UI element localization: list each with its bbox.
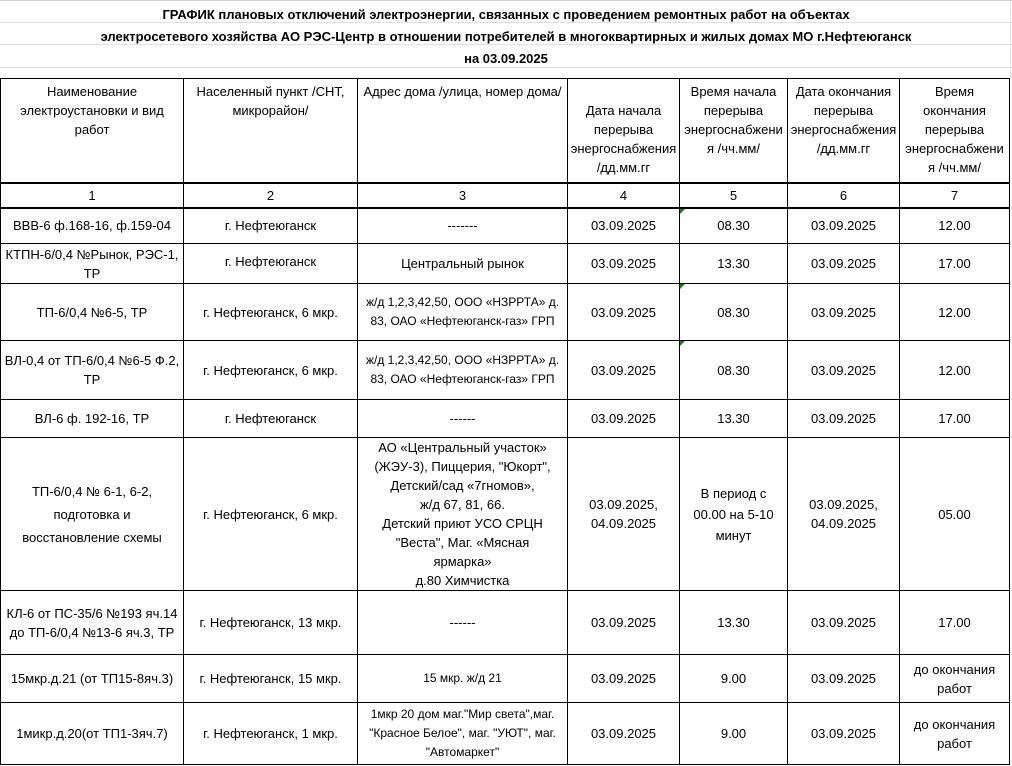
- address-line: ярмарка»: [433, 554, 492, 569]
- cell-end-time[interactable]: 12.00: [900, 284, 1010, 341]
- document-title-line-1: ГРАФИК плановых отключений электроэнергии, связанных с проведением ремонтных работ на объектах: [162, 7, 850, 22]
- cell-end-time[interactable]: до окончания работ: [900, 655, 1010, 703]
- table-row: [1, 438, 1010, 591]
- cell-start-date[interactable]: 03.09.2025: [568, 284, 680, 341]
- cell-start-date[interactable]: 03.09.2025: [568, 244, 680, 284]
- sheet-gridline: [0, 67, 1012, 68]
- address-line: Детский приют УСО СРЦН: [382, 516, 543, 531]
- cell-end-date[interactable]: 03.09.2025: [788, 591, 900, 655]
- cell-locality[interactable]: г. Нефтеюганск, 13 мкр.: [184, 591, 358, 655]
- header-locality[interactable]: Населенный пункт /СНТ, микрорайон/: [184, 79, 358, 183]
- table-row: [1, 591, 1010, 655]
- cell-installation[interactable]: ВЛ-6 ф. 192-16, ТР: [1, 400, 184, 438]
- cell-address[interactable]: -------: [358, 208, 568, 244]
- cell-start-date[interactable]: 03.09.2025: [568, 591, 680, 655]
- cell-start-time[interactable]: 9.00: [680, 703, 788, 765]
- cell-locality[interactable]: г. Нефтеюганск, 6 мкр.: [184, 438, 358, 591]
- cell-end-date[interactable]: 03.09.2025: [788, 400, 900, 438]
- header-end-date[interactable]: Дата окончания перерыва энергоснабжения /дд.мм.гг: [788, 79, 900, 183]
- outage-schedule-table: [0, 78, 1010, 765]
- table-row: [1, 284, 1010, 341]
- column-number[interactable]: 6: [788, 183, 900, 208]
- column-number[interactable]: 1: [1, 183, 184, 208]
- cell-start-date[interactable]: 03.09.2025: [568, 655, 680, 703]
- cell-start-time[interactable]: 13.30: [680, 400, 788, 438]
- address-line: ж/д 67, 81, 66.: [420, 497, 505, 512]
- address-line: Детский/сад «7гномов»,: [390, 478, 535, 493]
- cell-locality[interactable]: г. Нефтеюганск, 1 мкр.: [184, 703, 358, 765]
- cell-start-date[interactable]: 03.09.2025: [568, 703, 680, 765]
- cell-start-time[interactable]: В период с 00.00 на 5-10 минут: [680, 438, 788, 591]
- cell-locality[interactable]: г. Нефтеюганск: [184, 244, 358, 284]
- table-row: [1, 400, 1010, 438]
- address-line: д.80 Химчистка: [415, 573, 510, 588]
- cell-installation[interactable]: ВВВ-6 ф.168-16, ф.159-04: [1, 208, 184, 244]
- cell-end-date[interactable]: 03.09.2025: [788, 703, 900, 765]
- cell-address[interactable]: ж/д 1,2,3,42,50, ООО «НЗРРТА» д. 83, ОАО «Нефтеюганск-газ» ГРП: [358, 284, 568, 341]
- table-row: [1, 703, 1010, 765]
- column-number[interactable]: 7: [900, 183, 1010, 208]
- comment-marker-icon: [680, 209, 685, 214]
- cell-installation[interactable]: ВЛ-0,4 от ТП-6/0,4 №6-5 Ф.2, ТР: [1, 341, 184, 400]
- cell-address[interactable]: 15 мкр. ж/д 21: [358, 655, 568, 703]
- cell-start-date[interactable]: 03.09.2025: [568, 208, 680, 244]
- column-number[interactable]: 3: [358, 183, 568, 208]
- column-number[interactable]: 4: [568, 183, 680, 208]
- cell-locality[interactable]: г. Нефтеюганск, 6 мкр.: [184, 284, 358, 341]
- cell-end-date[interactable]: 03.09.2025: [788, 208, 900, 244]
- cell-start-time-text: 08.30: [717, 218, 750, 234]
- cell-locality[interactable]: г. Нефтеюганск, 6 мкр.: [184, 341, 358, 400]
- cell-locality[interactable]: г. Нефтеюганск, 15 мкр.: [184, 655, 358, 703]
- cell-start-time-text: 08.30: [717, 362, 750, 378]
- header-start-time[interactable]: Время начала перерыва энергоснабжения /чч.мм/: [680, 79, 788, 183]
- cell-end-date[interactable]: 03.09.2025, 04.09.2025: [788, 438, 900, 591]
- cell-start-time[interactable]: [680, 341, 788, 400]
- cell-address[interactable]: [358, 438, 568, 591]
- cell-locality[interactable]: г. Нефтеюганск: [184, 400, 358, 438]
- cell-start-time[interactable]: 13.30: [680, 591, 788, 655]
- table-row: [1, 655, 1010, 703]
- address-line: (ЖЭУ-3), Пиццерия, "Юкорт",: [374, 459, 551, 474]
- cell-end-time[interactable]: 12.00: [900, 341, 1010, 400]
- column-number[interactable]: 5: [680, 183, 788, 208]
- cell-start-time[interactable]: [680, 284, 788, 341]
- cell-address[interactable]: ж/д 1,2,3,42,50, ООО «НЗРРТА» д. 83, ОАО «Нефтеюганск-газ» ГРП: [358, 341, 568, 400]
- cell-end-time[interactable]: 05.00: [900, 438, 1010, 591]
- header-installation[interactable]: Наименование электроустановки и вид работ: [1, 79, 184, 183]
- table-row: [1, 208, 1010, 244]
- title-block: [0, 0, 1012, 70]
- cell-end-time[interactable]: 17.00: [900, 244, 1010, 284]
- cell-installation[interactable]: КТПН-6/0,4 №Рынок, РЭС-1, ТР: [1, 244, 184, 284]
- cell-start-date[interactable]: 03.09.2025, 04.09.2025: [568, 438, 680, 591]
- cell-address[interactable]: Центральный рынок: [358, 244, 568, 284]
- cell-installation[interactable]: ТП-6/0,4 № 6-1, 6-2, подготовка и восстановление схемы: [1, 438, 184, 591]
- table-row: [1, 244, 1010, 284]
- cell-end-date[interactable]: 03.09.2025: [788, 341, 900, 400]
- cell-installation[interactable]: 1микр.д.20(от ТП1-3яч.7): [1, 703, 184, 765]
- document-title-line-2: электросетевого хозяйства АО РЭС-Центр в отношении потребителей в многоквартирных и жилых домах МО г.Нефтеюганск: [100, 29, 912, 44]
- cell-installation[interactable]: ТП-6/0,4 №6-5, ТР: [1, 284, 184, 341]
- cell-end-time[interactable]: 17.00: [900, 400, 1010, 438]
- cell-address[interactable]: ------: [358, 400, 568, 438]
- cell-start-time[interactable]: 9.00: [680, 655, 788, 703]
- cell-installation[interactable]: КЛ-6 от ПС-35/6 №193 яч.14 до ТП-6/0,4 №13-6 яч.3, ТР: [1, 591, 184, 655]
- cell-address[interactable]: 1мкр 20 дом маг."Мир света",маг. "Красное Белое", маг. "УЮТ", маг. "Автомаркет": [358, 703, 568, 765]
- table-header-row: [1, 79, 1010, 183]
- cell-locality[interactable]: г. Нефтеюганск: [184, 208, 358, 244]
- header-start-date[interactable]: [568, 79, 680, 183]
- cell-end-date[interactable]: 03.09.2025: [788, 284, 900, 341]
- cell-start-date[interactable]: 03.09.2025: [568, 341, 680, 400]
- header-address[interactable]: Адрес дома /улица, номер дома/: [358, 79, 568, 183]
- column-number[interactable]: 2: [184, 183, 358, 208]
- cell-end-time[interactable]: 17.00: [900, 591, 1010, 655]
- column-number-row: [1, 183, 1010, 208]
- cell-end-time[interactable]: 12.00: [900, 208, 1010, 244]
- document-date: на 03.09.2025: [464, 51, 548, 66]
- address-line: АО «Центральный участок»: [378, 440, 547, 455]
- address-line: "Веста", Маг. «Мясная: [395, 535, 530, 550]
- cell-start-date[interactable]: 03.09.2025: [568, 400, 680, 438]
- header-start-date-text: Дата начала перерыва энергоснабжения /дд.мм.гг: [570, 103, 677, 175]
- header-end-time[interactable]: Время окончания перерыва энергоснабжения /чч.мм/: [900, 79, 1010, 183]
- cell-start-time[interactable]: [680, 208, 788, 244]
- comment-marker-icon: [680, 284, 685, 289]
- cell-installation[interactable]: 15мкр.д.21 (от ТП15-8яч.3): [1, 655, 184, 703]
- cell-start-time-text: 08.30: [717, 304, 750, 320]
- comment-marker-icon: [680, 341, 685, 346]
- cell-end-date[interactable]: 03.09.2025: [788, 655, 900, 703]
- cell-end-time[interactable]: до окончания работ: [900, 703, 1010, 765]
- cell-end-date[interactable]: 03.09.2025: [788, 244, 900, 284]
- cell-start-time[interactable]: 13.30: [680, 244, 788, 284]
- cell-address[interactable]: ------: [358, 591, 568, 655]
- table-row: [1, 341, 1010, 400]
